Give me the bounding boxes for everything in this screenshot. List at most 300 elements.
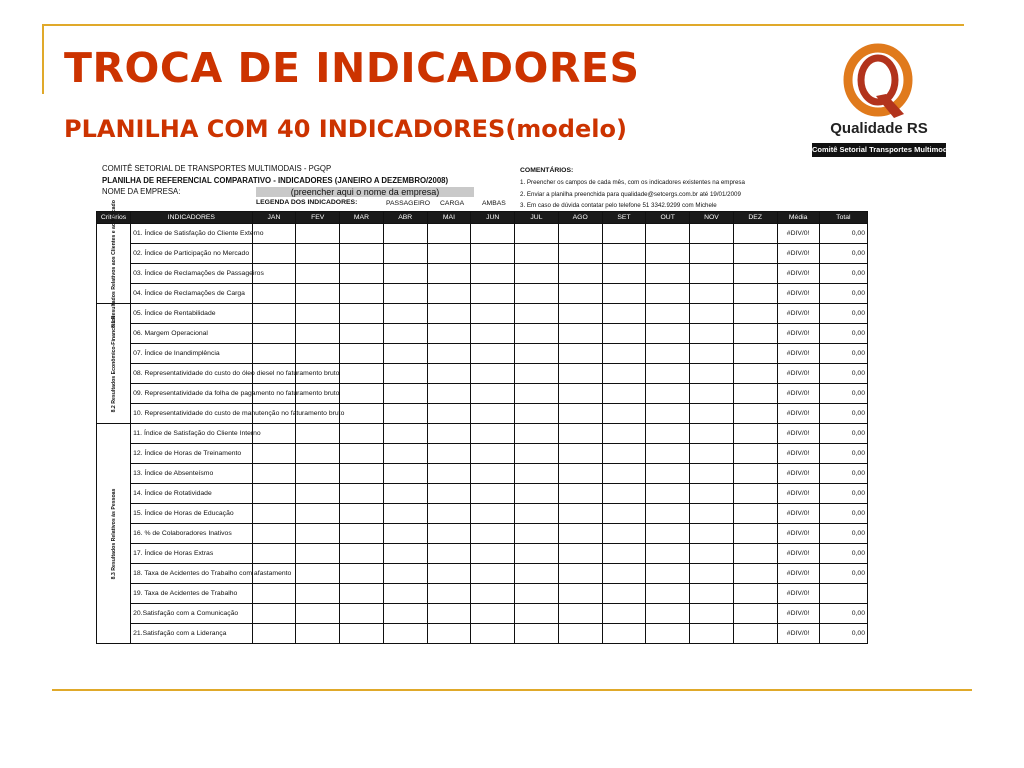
month-value-cell[interactable] [646,324,690,344]
month-value-cell[interactable] [340,404,384,424]
month-value-cell[interactable] [602,604,646,624]
month-value-cell[interactable] [515,324,559,344]
month-value-cell[interactable] [646,624,690,644]
month-value-cell[interactable] [733,424,777,444]
indicator-name: 05. Índice de Rentabilidade [131,304,252,324]
month-value-cell[interactable] [733,584,777,604]
month-value-cell[interactable] [558,404,602,424]
month-value-cell[interactable] [471,304,515,324]
month-value-cell[interactable] [296,584,340,604]
month-value-cell[interactable] [471,424,515,444]
total-cell: 0,00 [819,484,867,504]
average-cell: #DIV/0! [777,324,819,344]
month-value-cell[interactable] [383,584,427,604]
month-value-cell[interactable] [602,564,646,584]
month-value-cell[interactable] [558,224,602,244]
month-value-cell[interactable] [340,524,384,544]
month-value-cell[interactable] [296,464,340,484]
month-value-cell[interactable] [427,404,471,424]
month-value-cell[interactable] [296,604,340,624]
table-row [97,504,868,524]
month-value-cell[interactable] [515,344,559,364]
legend-carga: CARGA [440,200,465,207]
month-value-cell[interactable] [646,504,690,524]
month-value-cell[interactable] [733,444,777,464]
month-value-cell[interactable] [340,224,384,244]
average-cell: #DIV/0! [777,424,819,444]
month-value-cell[interactable] [646,264,690,284]
month-value-cell[interactable] [646,444,690,464]
month-value-cell[interactable] [733,524,777,544]
month-value-cell[interactable] [252,324,296,344]
month-value-cell[interactable] [340,544,384,564]
month-value-cell[interactable] [296,544,340,564]
average-cell: #DIV/0! [777,344,819,364]
month-value-cell[interactable] [427,624,471,644]
month-value-cell[interactable] [383,224,427,244]
comments-title: COMENTÁRIOS: [520,167,574,174]
month-value-cell[interactable] [690,264,734,284]
month-value-cell[interactable] [296,624,340,644]
month-value-cell[interactable] [558,284,602,304]
month-value-cell[interactable] [515,564,559,584]
month-value-cell[interactable] [515,384,559,404]
month-value-cell[interactable] [690,304,734,324]
month-value-cell[interactable] [383,564,427,584]
month-value-cell[interactable] [383,484,427,504]
month-value-cell[interactable] [515,444,559,464]
month-value-cell[interactable] [471,264,515,284]
month-value-cell[interactable] [558,304,602,324]
month-value-cell[interactable] [427,224,471,244]
month-value-cell[interactable] [690,544,734,564]
month-value-cell[interactable] [340,264,384,284]
month-value-cell[interactable] [690,504,734,524]
table-row [97,484,868,504]
month-value-cell[interactable] [602,324,646,344]
month-value-cell[interactable] [383,504,427,524]
total-cell: 0,00 [819,304,867,324]
month-value-cell[interactable] [427,324,471,344]
month-value-cell[interactable] [690,484,734,504]
month-value-cell[interactable] [733,564,777,584]
month-value-cell[interactable] [690,384,734,404]
month-value-cell[interactable] [471,524,515,544]
company-label: NOME DA EMPRESA: [102,187,181,196]
month-value-cell[interactable] [340,624,384,644]
month-value-cell[interactable] [340,364,384,384]
month-value-cell[interactable] [427,244,471,264]
month-value-cell[interactable] [602,384,646,404]
month-value-cell[interactable] [646,584,690,604]
month-value-cell[interactable] [515,504,559,524]
month-value-cell[interactable] [340,384,384,404]
month-value-cell[interactable] [471,384,515,404]
month-value-cell[interactable] [383,604,427,624]
month-value-cell[interactable] [515,524,559,544]
month-value-cell[interactable] [471,564,515,584]
table-row [97,424,868,444]
month-value-cell[interactable] [602,444,646,464]
month-value-cell[interactable] [252,604,296,624]
total-cell: 0,00 [819,544,867,564]
month-value-cell[interactable] [340,484,384,504]
month-value-cell[interactable] [515,244,559,264]
month-value-cell[interactable] [602,464,646,484]
month-value-cell[interactable] [383,304,427,324]
month-value-cell[interactable] [296,344,340,364]
month-value-cell[interactable] [252,464,296,484]
month-value-cell[interactable] [558,504,602,524]
month-value-cell[interactable] [515,484,559,504]
slide-subtitle: PLANILHA COM 40 INDICADORES(modelo) [64,115,627,143]
month-value-cell[interactable] [690,584,734,604]
month-value-cell[interactable] [296,564,340,584]
month-value-cell[interactable] [558,564,602,584]
month-value-cell[interactable] [733,344,777,364]
month-value-cell[interactable] [515,224,559,244]
month-value-cell[interactable] [471,444,515,464]
month-value-cell[interactable] [383,364,427,384]
month-value-cell[interactable] [558,484,602,504]
month-value-cell[interactable] [427,284,471,304]
month-value-cell[interactable] [383,264,427,284]
month-value-cell[interactable] [602,364,646,384]
month-value-cell[interactable] [340,504,384,524]
total-cell: 0,00 [819,444,867,464]
month-value-cell[interactable] [690,404,734,424]
month-value-cell[interactable] [733,264,777,284]
month-value-cell[interactable] [558,444,602,464]
month-value-cell[interactable] [646,544,690,564]
month-value-cell[interactable] [340,424,384,444]
month-value-cell[interactable] [733,324,777,344]
month-value-cell[interactable] [558,604,602,624]
month-value-cell[interactable] [690,284,734,304]
month-value-cell[interactable] [646,284,690,304]
indicator-name: 18. Taxa de Acidentes do Trabalho com afastamento [131,564,252,584]
month-value-cell[interactable] [383,624,427,644]
month-value-cell[interactable] [733,224,777,244]
month-value-cell[interactable] [515,604,559,624]
month-value-cell[interactable] [296,264,340,284]
month-value-cell[interactable] [427,584,471,604]
month-value-cell[interactable] [427,264,471,284]
month-value-cell[interactable] [515,364,559,384]
month-value-cell[interactable] [383,444,427,464]
q-logo-icon [812,44,946,120]
month-value-cell[interactable] [471,624,515,644]
month-value-cell[interactable] [690,324,734,344]
month-value-cell[interactable] [471,404,515,424]
average-cell: #DIV/0! [777,544,819,564]
total-cell: 0,00 [819,344,867,364]
month-value-cell[interactable] [602,544,646,564]
month-value-cell[interactable] [690,424,734,444]
indicator-name: 10. Representatividade do custo de manutenção no faturamento bruto [131,404,252,424]
month-value-cell[interactable] [252,524,296,544]
column-header-month: JUN [471,212,515,224]
average-cell: #DIV/0! [777,584,819,604]
average-cell: #DIV/0! [777,484,819,504]
month-value-cell[interactable] [427,444,471,464]
month-value-cell[interactable] [340,604,384,624]
comment-3: 3. Em caso de dúvida contatar pelo telefone 51 3342.9299 com Michele [520,202,717,209]
month-value-cell[interactable] [427,344,471,364]
month-value-cell[interactable] [558,364,602,384]
month-value-cell[interactable] [515,304,559,324]
month-value-cell[interactable] [733,464,777,484]
month-value-cell[interactable] [558,264,602,284]
month-value-cell[interactable] [646,304,690,324]
month-value-cell[interactable] [690,344,734,364]
legend-label: LEGENDA DOS INDICADORES: [256,199,358,206]
month-value-cell[interactable] [383,284,427,304]
month-value-cell[interactable] [558,324,602,344]
month-value-cell[interactable] [383,524,427,544]
month-value-cell[interactable] [733,364,777,384]
column-header-average: Média [777,212,819,224]
month-value-cell[interactable] [646,384,690,404]
month-value-cell[interactable] [340,464,384,484]
month-value-cell[interactable] [558,464,602,484]
month-value-cell[interactable] [733,544,777,564]
month-value-cell[interactable] [427,424,471,444]
month-value-cell[interactable] [558,584,602,604]
month-value-cell[interactable] [383,324,427,344]
month-value-cell[interactable] [383,404,427,424]
month-value-cell[interactable] [602,484,646,504]
month-value-cell[interactable] [296,484,340,504]
indicator-name: 14. Índice de Rotatividade [131,484,252,504]
table-row [97,264,868,284]
month-value-cell[interactable] [471,324,515,344]
month-value-cell[interactable] [383,424,427,444]
month-value-cell[interactable] [340,344,384,364]
column-header-criteria: Critérios [97,212,131,224]
month-value-cell[interactable] [602,504,646,524]
month-value-cell[interactable] [252,244,296,264]
average-cell: #DIV/0! [777,384,819,404]
month-value-cell[interactable] [558,244,602,264]
month-value-cell[interactable] [515,544,559,564]
month-value-cell[interactable] [296,224,340,244]
total-cell: 0,00 [819,464,867,484]
total-cell: 0,00 [819,224,867,244]
month-value-cell[interactable] [471,244,515,264]
month-value-cell[interactable] [471,584,515,604]
month-value-cell[interactable] [733,384,777,404]
indicator-name: 08. Representatividade do custo do óleo diesel no faturamento bruto [131,364,252,384]
month-value-cell[interactable] [296,424,340,444]
month-value-cell[interactable] [383,384,427,404]
indicator-name: 11. Índice de Satisfação do Cliente Interno [131,424,252,444]
month-value-cell[interactable] [340,584,384,604]
month-value-cell[interactable] [602,304,646,324]
month-value-cell[interactable] [427,384,471,404]
column-header-month: FEV [296,212,340,224]
month-value-cell[interactable] [602,284,646,304]
month-value-cell[interactable] [252,444,296,464]
month-value-cell[interactable] [340,324,384,344]
month-value-cell[interactable] [690,444,734,464]
month-value-cell[interactable] [340,284,384,304]
month-value-cell[interactable] [340,444,384,464]
month-value-cell[interactable] [733,244,777,264]
month-value-cell[interactable] [296,524,340,544]
month-value-cell[interactable] [427,304,471,324]
table-row [97,564,868,584]
month-value-cell[interactable] [558,544,602,564]
month-value-cell[interactable] [690,244,734,264]
month-value-cell[interactable] [602,404,646,424]
month-value-cell[interactable] [252,484,296,504]
month-value-cell[interactable] [296,504,340,524]
month-value-cell[interactable] [690,464,734,484]
month-value-cell[interactable] [252,544,296,564]
month-value-cell[interactable] [515,624,559,644]
month-value-cell[interactable] [733,624,777,644]
month-value-cell[interactable] [690,564,734,584]
month-value-cell[interactable] [602,424,646,444]
month-value-cell[interactable] [733,404,777,424]
indicator-name: 02. Índice de Participação no Mercado [131,244,252,264]
month-value-cell[interactable] [646,524,690,544]
month-value-cell[interactable] [340,564,384,584]
month-value-cell[interactable] [733,604,777,624]
month-value-cell[interactable] [383,344,427,364]
month-value-cell[interactable] [558,424,602,444]
qualidade-rs-logo [812,44,958,158]
bottom-rule [52,689,972,691]
indicator-name: 21.Satisfação com a Liderança [131,624,252,644]
month-value-cell[interactable] [515,264,559,284]
average-cell: #DIV/0! [777,284,819,304]
month-value-cell[interactable] [690,224,734,244]
month-value-cell[interactable] [383,464,427,484]
month-value-cell[interactable] [471,604,515,624]
month-value-cell[interactable] [252,504,296,524]
table-row [97,284,868,304]
total-cell: 0,00 [819,604,867,624]
month-value-cell[interactable] [471,344,515,364]
month-value-cell[interactable] [471,464,515,484]
slide-title: TROCA DE INDICADORES [64,44,640,92]
month-value-cell[interactable] [427,564,471,584]
month-value-cell[interactable] [602,224,646,244]
month-value-cell[interactable] [471,484,515,504]
month-value-cell[interactable] [427,484,471,504]
month-value-cell[interactable] [427,604,471,624]
month-value-cell[interactable] [690,524,734,544]
month-value-cell[interactable] [646,464,690,484]
month-value-cell[interactable] [383,244,427,264]
month-value-cell[interactable] [690,604,734,624]
legend-ambas: AMBAS [482,200,506,207]
month-value-cell[interactable] [646,424,690,444]
column-header-month: MAI [427,212,471,224]
month-value-cell[interactable] [646,484,690,504]
month-value-cell[interactable] [340,244,384,264]
month-value-cell[interactable] [733,284,777,304]
comment-1: 1. Preencher os campos de cada mês, com os indicadores existentes na empresa [520,179,745,186]
month-value-cell[interactable] [252,584,296,604]
month-value-cell[interactable] [252,284,296,304]
month-value-cell[interactable] [558,624,602,644]
month-value-cell[interactable] [690,364,734,384]
month-value-cell[interactable] [471,544,515,564]
month-value-cell[interactable] [427,504,471,524]
month-value-cell[interactable] [427,364,471,384]
month-value-cell[interactable] [471,504,515,524]
month-value-cell[interactable] [427,524,471,544]
average-cell: #DIV/0! [777,464,819,484]
month-value-cell[interactable] [646,364,690,384]
month-value-cell[interactable] [602,264,646,284]
month-value-cell[interactable] [646,564,690,584]
month-value-cell[interactable] [471,224,515,244]
month-value-cell[interactable] [733,484,777,504]
month-value-cell[interactable] [733,504,777,524]
month-value-cell[interactable] [646,604,690,624]
month-value-cell[interactable] [646,404,690,424]
month-value-cell[interactable] [471,284,515,304]
total-cell: 0,00 [819,624,867,644]
criteria-group-label: 8.1 Resultados Relativos aos Clientes e ao Mercado [110,199,117,328]
month-value-cell[interactable] [427,464,471,484]
month-value-cell[interactable] [646,344,690,364]
month-value-cell[interactable] [296,284,340,304]
month-value-cell[interactable] [296,244,340,264]
total-cell: 0,00 [819,504,867,524]
average-cell: #DIV/0! [777,444,819,464]
month-value-cell[interactable] [252,624,296,644]
month-value-cell[interactable] [602,244,646,264]
month-value-cell[interactable] [296,444,340,464]
month-value-cell[interactable] [515,404,559,424]
month-value-cell[interactable] [471,364,515,384]
table-row [97,244,868,264]
month-value-cell[interactable] [690,624,734,644]
month-value-cell[interactable] [602,624,646,644]
table-row [97,404,868,424]
month-value-cell[interactable] [602,584,646,604]
month-value-cell[interactable] [515,424,559,444]
month-value-cell[interactable] [602,524,646,544]
month-value-cell[interactable] [558,524,602,544]
month-value-cell[interactable] [427,544,471,564]
month-value-cell[interactable] [252,344,296,364]
month-value-cell[interactable] [646,244,690,264]
company-name-field[interactable]: (preencher aqui o nome da empresa) [256,187,474,197]
month-value-cell[interactable] [558,384,602,404]
month-value-cell[interactable] [515,464,559,484]
indicator-name: 12. Índice de Horas de Treinamento [131,444,252,464]
month-value-cell[interactable] [515,284,559,304]
month-value-cell[interactable] [296,324,340,344]
month-value-cell[interactable] [602,344,646,364]
month-value-cell[interactable] [383,544,427,564]
total-cell: 0,00 [819,384,867,404]
average-cell: #DIV/0! [777,264,819,284]
month-value-cell[interactable] [515,584,559,604]
month-value-cell[interactable] [646,224,690,244]
month-value-cell[interactable] [296,304,340,324]
month-value-cell[interactable] [733,304,777,324]
month-value-cell[interactable] [252,304,296,324]
month-value-cell[interactable] [340,304,384,324]
month-value-cell[interactable] [558,344,602,364]
